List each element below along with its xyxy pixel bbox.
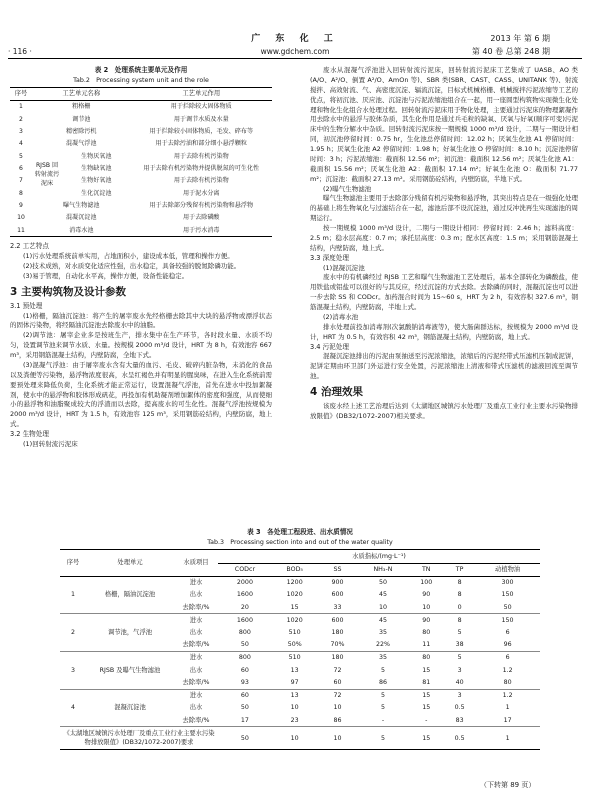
table2-cell-unit: 消毒水池 xyxy=(69,226,94,234)
table3-cell-value: 6 xyxy=(475,652,540,665)
table3-cell-value: 1600 xyxy=(218,614,272,627)
table2-cell-unit: 生物好氧池 xyxy=(81,177,112,185)
paragraph: (3)易于管理，自动化水平高，操作方便，设备性能稳定。 xyxy=(23,272,189,281)
table3-cell-value: 50 xyxy=(240,641,249,649)
table3-cell-item: 去除率/% xyxy=(182,678,210,686)
table3-cell-value: 15 xyxy=(408,727,444,750)
table2-cell-role: 用于去除磷酸 xyxy=(182,214,220,222)
table-row xyxy=(60,652,540,665)
table2-cell-role: 用于去除部分残留有机污染物和悬浮物 xyxy=(149,201,254,209)
table2-cell-no: 3 xyxy=(19,128,23,136)
table3-cell-value: 70% xyxy=(330,641,345,649)
table3-header-no: 序号 xyxy=(60,550,86,576)
table3-cell-unit: 混凝沉淀池 xyxy=(86,689,174,727)
paragraph: (1)回转射流污泥床 xyxy=(23,439,78,448)
table-row xyxy=(10,113,272,125)
left-column xyxy=(10,66,272,450)
table-row xyxy=(60,614,540,627)
table2-cell-role: 用于去除有机污染物 xyxy=(173,177,229,185)
table3-cell-value: 81 xyxy=(422,678,431,686)
table3-cell-value: 45 xyxy=(378,591,387,599)
table3-cell-value: 5 xyxy=(357,727,408,750)
table3-cell-value: 510 xyxy=(272,652,318,665)
paragraph: (1)混凝沉淀池 xyxy=(323,263,365,272)
table3-cell-value: 35 xyxy=(378,629,387,637)
table2-cell-unit: 混凝沉淀池 xyxy=(66,214,97,222)
table2-cell-no: 6 xyxy=(19,165,23,172)
table3-cell-value: 40 xyxy=(455,678,464,686)
table3-cell-value: 180 xyxy=(318,652,358,665)
table3-cell-value: 0 xyxy=(457,603,462,611)
table3-cell-item: 出水 xyxy=(189,591,203,599)
continued-note: （下转第 89 页） xyxy=(480,781,536,789)
table3-title-en: Tab.3 Processing section into and out of the water quality xyxy=(207,538,393,546)
journal-url[interactable]: www.gdchem.com xyxy=(260,47,330,56)
table2-cell-role: 用于拦除较小固体物质，毛发、碎布等 xyxy=(149,128,254,136)
section-3-1: 3.1 预处理 xyxy=(10,301,43,310)
table3-col-header: BOD₅ xyxy=(272,563,318,576)
table3-cell-value: 80 xyxy=(422,629,431,637)
table-row xyxy=(60,689,540,702)
table3-cell-value: 83 xyxy=(455,716,464,724)
table3-cell-value: 50 xyxy=(503,603,512,611)
table-row xyxy=(10,224,272,237)
table3-cell-value: 80 xyxy=(503,678,512,686)
table2-cell-unit: 混凝气浮池 xyxy=(66,140,97,148)
table-row xyxy=(10,100,272,113)
table2 xyxy=(10,87,272,237)
table3-cell-value: 35 xyxy=(357,652,408,665)
section-3-2: 3.2 生物处理 xyxy=(10,430,49,439)
table2-cell-no: 9 xyxy=(19,201,23,209)
table3-cell-value: 10 xyxy=(318,727,358,750)
table3-cell-item: 进水 xyxy=(174,576,218,589)
table3-cell-value: 1020 xyxy=(286,591,303,599)
table3-cell-item: 出水 xyxy=(189,666,203,674)
paragraph: 废水从混凝气浮池进入回转射流污泥床，回转射流污泥床工艺集成了 UASB、AO 类(A/O、A²/O、倒置 A²/O、AmOn 等)、SBR 类(SBR、CAST、CASS、UNITANK 等)、射流搅拌、高效射流、气、高密度沉淀、辐流沉淀，目标式机械格栅、机械搅拌污泥浓缩等工艺的优点，将初沉池、厌应池、沉淀池与污泥浓缩池组合在一起，用一座圆型构筑物实现微生化处理和物化生化组合水处理过程。回转射流污泥床用于物化处理，主要通过污泥床的物理絮凝作用去除水中的悬浮与胶体杂质，其生化作用是通过兵毛粒的缺氧、厌氧与好氧(顺序可变)污泥床中的生物分解水中杂质。回转射流污泥床按一期规模 1000 m³/d 设计，二期与一期设计相同，初沉池停留时间：0.75 hr，生化池总停留时间：12.02 h；厌氧生化池 A1 停留时间：1.95 h；厌氧生化池 A2 停留时间：1.98 h；好氧生化池 O 停留时间：8.10 h；沉淀池停留时间：3 h；污泥浓缩池：截面积 12.56 m²；初沉池：截面积 12.56 m²；厌氧生化池 A1：截面积 15.56 m²；厌氧生化池 A2：截面积 17.14 m²；好氧生化池 O：截面积 71.77 m²；沉淀池：截面积 27.13 m²。采用钢筋砼结构，内壁防腐，半地下式。 xyxy=(310,66,578,183)
table3-col-header: TP xyxy=(444,563,475,576)
paragraph: 曝气生物滤池主要用于去除部分残留有机污染物和悬浮物，其突出特点是在一级强化处理的基础上将生物氧化与过滤结合在一起，滤池后部不设沉淀池，通过反冲洗再生实现滤池的周期运行。 xyxy=(310,194,578,223)
table-row xyxy=(60,576,540,589)
table3-cell-value: 80 xyxy=(408,652,444,665)
table3-cell-value: 1.2 xyxy=(502,666,513,674)
table3-cell-value: 800 xyxy=(238,629,251,637)
section-3-heading: 3 主要构筑物及设计参数 xyxy=(10,285,126,298)
table3-cell-value: 5 xyxy=(357,689,408,702)
table3-cell-value: 5 xyxy=(380,666,385,674)
table3-cell-value: 45 xyxy=(357,614,408,627)
table3-col-header: SS xyxy=(318,563,358,576)
table3-cell-value: 100 xyxy=(408,576,444,589)
table3-cell-value: 5 xyxy=(380,704,385,712)
table3-cell-value: 15 xyxy=(408,689,444,702)
header-rule xyxy=(8,58,582,59)
table3-cell-no: 3 xyxy=(60,652,86,690)
table3-cell-value: 3 xyxy=(444,689,475,702)
table3-cell-value: 97 xyxy=(290,678,299,686)
table-row xyxy=(60,727,540,750)
volume-info: 第 40 卷 总第 248 期 xyxy=(471,47,550,56)
paragraph: (1)污水处理系统前单实用，占地面积小，建设成本低，管理和操作方便。 xyxy=(23,252,234,261)
section-3-3: 3.3 深度处理 xyxy=(310,253,349,262)
table-row xyxy=(10,138,272,150)
table3-cell-item: 出水 xyxy=(189,704,203,712)
table3-cell-value: 17 xyxy=(503,716,512,724)
table-row xyxy=(10,212,272,224)
table3-cell-value: 50 xyxy=(357,576,408,589)
page-number: · 116 · xyxy=(8,47,32,56)
table3 xyxy=(60,549,540,750)
table3-cell-value: 72 xyxy=(318,689,358,702)
section-3-4: 3.4 污泥处理 xyxy=(310,342,349,351)
table3-col-header: CODcr xyxy=(218,563,272,576)
table3-cell-value: 8 xyxy=(457,591,462,599)
table2-title-en: Tab.2 Processing system unit and the role xyxy=(73,76,209,84)
table3-cell-value: 50% xyxy=(287,641,302,649)
table2-header-no: 序号 xyxy=(10,88,32,100)
table2-cell-no: 8 xyxy=(19,189,23,197)
table3-cell-value: 2000 xyxy=(218,576,272,589)
table2-cell-no: 2 xyxy=(19,115,23,123)
table3-cell-value: 15 xyxy=(422,666,431,674)
table3-cell-no: 1 xyxy=(60,576,86,614)
table3-cell-item: 去除率/% xyxy=(182,603,210,611)
paragraph: 排水处理前投加消毒剂(次氯酸钠消毒液等)，使大肠菌群达标，按规模为 2000 m³/d 设计，HRT 为 0.5 h，有效容积 42 m³，钢筋混凝土结构，内壁防腐，地上式。 xyxy=(310,322,578,341)
table2-cell-role: 用于拦除较大固体物质 xyxy=(170,103,232,111)
table3-cell-value: 15 xyxy=(422,704,431,712)
table2-cell-role: 用于污水消毒 xyxy=(182,226,220,234)
table2-header-role: 工艺单元作用 xyxy=(131,88,273,100)
table3-cell-no: 4 xyxy=(60,689,86,727)
paragraph: (2)消毒水池 xyxy=(323,312,359,321)
table3-cell-value: 10 xyxy=(290,704,299,712)
table3-col-header: 动植物油 xyxy=(475,563,540,576)
table3-cell-value: - xyxy=(381,716,385,724)
table3-cell-value: 5 xyxy=(457,629,462,637)
table3-cell-value: 86 xyxy=(333,716,342,724)
table3-cell-item: 出水 xyxy=(189,629,203,637)
table3-cell-value: 60 xyxy=(240,666,249,674)
table3-cell-value: 23 xyxy=(290,716,299,724)
table2-cell-role: 用于泥水分离 xyxy=(182,189,220,197)
paragraph: 废水中的有机磷经过 RJSB 工艺和曝气生物滤池工艺处理后，基本全部转化为磷酸盐，使用铁盐或铝盐可以很好的与其反应，经过沉淀的方式去除。去除磷的同时，混凝沉淀也可以进一步去除 SS 和 CODcr。加药混合时间为 15~60 s，HRT 为 2 h，有效容积 327.6 m³，钢筋混凝土结构，内壁防腐，半地上式。 xyxy=(310,273,578,312)
paragraph: 按一期规模 1000 m³/d 设计，二期与一期设计相同：停留时间：2.46 h；滤料高度：2.5 m；稳水层高度：0.7 m；承托层高度：0.3 m；配水区高度：1.5 m；采用钢筋混凝土结构，内壁防腐，地上式。 xyxy=(310,224,578,252)
table3-cell-value: 3 xyxy=(457,666,462,674)
table2-cell-role: 用于调节水质及水量 xyxy=(173,115,229,123)
table3-cell-value: 8 xyxy=(444,576,475,589)
table2-cell-unit: 调节池 xyxy=(72,115,91,123)
table3-cell-value: 800 xyxy=(218,652,272,665)
page-header xyxy=(0,0,590,58)
table3-cell-unit: 调节池，气浮池 xyxy=(86,614,174,652)
table3-cell-value: 50 xyxy=(240,704,249,712)
table2-cell-no: 7 xyxy=(19,177,23,185)
table3-cell-value: 38 xyxy=(455,641,464,649)
table2-cell-no: 11 xyxy=(17,226,25,234)
table3-cell-value: 1 xyxy=(505,704,510,712)
table3-cell-item: 进水 xyxy=(174,652,218,665)
table3-cell-value: 6 xyxy=(505,629,510,637)
table2-cell-unit: 曝气生物滤池 xyxy=(62,201,100,209)
table3-cell-value: 180 xyxy=(331,629,344,637)
table2-title: 表 2 处理系统主要单元及作用 xyxy=(94,66,188,74)
table-row xyxy=(10,199,272,211)
paragraph: (2)曝气生物滤池 xyxy=(323,184,372,193)
table2-cell-no: 10 xyxy=(17,214,25,222)
table3-cell-value: 600 xyxy=(318,614,358,627)
table3-cell-value: 17 xyxy=(240,716,249,724)
table3-cell-unit: RJSB 及曝气生物滤池 xyxy=(86,652,174,690)
table3-cell-value: 11 xyxy=(422,641,431,649)
paragraph: (1)格栅，隔油沉淀池：将产生的屠宰废水先经格栅去除其中大块的悬浮物或漂浮状态的固体污染物，将经隔油沉淀池去除废水中的油脂。 xyxy=(10,311,272,330)
table3-cell-value: 150 xyxy=(501,591,514,599)
section-2-2: 2.2 工艺特点 xyxy=(10,242,49,251)
table3-cell-value: 600 xyxy=(331,591,344,599)
table3-cell-value: 60 xyxy=(333,678,342,686)
table3-cell-item: 进水 xyxy=(174,614,218,627)
table3-header-item: 水质项目 xyxy=(174,550,218,576)
table3-col-header: TN xyxy=(408,563,444,576)
paragraph: (3)混凝气浮池：由于屠宰废水含有大量的血污、毛皮、破碎内脏杂物，未消化的食品以及粪便等污染物，悬浮物浓度很高，水呈红褐色并有明显的腥臭味，在进入生化系统前需要预处理来降低负荷，生化系统才能正常运行，设置混凝气浮池，首先在进水中投加絮凝剂，使水中的悬浮物和胶体形成矾花，再投加有机助凝剂增加絮体的密度和强度，从而使细小的悬浮物和油脂聚成较大的浮渣而以去除，提高废水的可生化性。混凝气浮池按规模为 2000 m³/d 设计，HRT 为 1.5 h，有效池容 125 m³，采用钢筋砼结构，内壁防腐，地上式。 xyxy=(10,360,272,429)
table3-cell-value: 0.5 xyxy=(444,727,475,750)
table3-col-header: NH₃-N xyxy=(357,563,408,576)
paragraph: 混凝沉淀池排出的污泥由泵抽送至污泥浓缩池，浓缩后的污泥经带式压滤机压制成泥饼，泥饼定期由环卫部门外运进行安全处置，污泥浓缩池上清液和带式压滤机的滤液回流至调节池。 xyxy=(310,352,578,381)
table3-cell-value: 1 xyxy=(475,727,540,750)
table3-cell-value: 60 xyxy=(218,689,272,702)
table2-cell-unit: 粗格栅 xyxy=(72,103,91,111)
table3-cell-value: 22% xyxy=(375,641,390,649)
table3-cell-value: 90 xyxy=(408,614,444,627)
table3-cell-value: 13 xyxy=(290,666,299,674)
table3-cell-value: 10 xyxy=(422,603,431,611)
paragraph: (2)调节池：屠宰企业多是按班生产，排水集中在生产环节，各时段水量、水质不均匀，设置调节池来调节水质、水量。按规模 2000 m³/d 设计，HRT 为 8 h，有效池容 667 m³，采用钢筋混凝土结构，内壁防腐，全地下式。 xyxy=(10,331,272,360)
table3-cell-value: 86 xyxy=(378,678,387,686)
table3-cell-no: 2 xyxy=(60,614,86,652)
table2-cell-no: 1 xyxy=(19,103,23,111)
table3-header-index: 水质指标/(mg·L⁻¹) xyxy=(218,550,540,563)
table2-cell-role: 用于去除污油和部分细小悬浮颗粒 xyxy=(155,140,247,148)
table2-cell-unit: 生物缺氧池 xyxy=(81,165,112,172)
table3-cell-value: 10 xyxy=(272,727,318,750)
table3-cell-value: - xyxy=(425,716,428,724)
table3-cell-unit: 格栅，隔油沉淀池 xyxy=(86,576,174,614)
table3-cell-value: 1600 xyxy=(236,591,253,599)
table3-cell-value: 50 xyxy=(218,727,272,750)
table3-cell-value: 90 xyxy=(422,591,431,599)
table3-cell-value: 10 xyxy=(378,603,387,611)
table2-cell-no: 5 xyxy=(19,152,23,160)
journal-title: 广 东 化 工 xyxy=(251,34,339,44)
table3-cell-value: 15 xyxy=(290,603,299,611)
section-4-heading: 4 治理效果 xyxy=(310,386,363,399)
table3-cell-value: 1.2 xyxy=(475,689,540,702)
table3-cell-value: 20 xyxy=(240,603,249,611)
table2-cell-unit: 生物厌氧池 xyxy=(81,152,112,160)
table3-cell-item: 进水 xyxy=(174,689,218,702)
table3-cell-value: 900 xyxy=(318,576,358,589)
table3-title: 表 3 各处理工程段进、出水质情况 xyxy=(247,528,353,536)
table3-cell-value: 300 xyxy=(475,576,540,589)
table3-cell-item: 去除率/% xyxy=(182,716,210,724)
paragraph: (2)技术成熟，对水质变化适应性强，出水稳定，具备较强的脱氮除磷功能。 xyxy=(23,262,241,271)
table3-cell-value: 150 xyxy=(475,614,540,627)
table3-block xyxy=(60,528,540,750)
table3-cell-value: 0.5 xyxy=(454,704,465,712)
table3-cell-value: 13 xyxy=(272,689,318,702)
paragraph: 该废水经上述工艺治理后达到《太湖地区城镇污水处理厂及重点工业行业主要水污染物排放限值》(DB32/1072-2007)相关要求。 xyxy=(310,401,578,420)
year-issue: 2013 年 第 6 期 xyxy=(490,34,550,43)
table3-cell-value: 5 xyxy=(444,652,475,665)
table-row xyxy=(10,125,272,137)
table2-cell-no: 4 xyxy=(19,140,23,148)
table3-cell-value: 93 xyxy=(240,678,249,686)
table2-cell-role: 用于去除有机污染物并提供脱氮的可生化性 xyxy=(143,165,260,172)
table3-standard-label: 《太湖地区城镇污水处理厂及重点工业行业主要水污染物排放限值》(DB32/1072-2007)要求 xyxy=(60,727,218,750)
table3-header-unit: 处理单元 xyxy=(86,550,174,576)
table2-cell-unit: 精密除污机 xyxy=(66,128,97,136)
table3-cell-value: 8 xyxy=(444,614,475,627)
table3-cell-value: 72 xyxy=(333,666,342,674)
table3-cell-value: 1020 xyxy=(272,614,318,627)
table3-cell-value: 10 xyxy=(333,704,342,712)
table3-cell-value: 33 xyxy=(333,603,342,611)
table3-cell-value: 510 xyxy=(288,629,301,637)
table3-cell-value: 96 xyxy=(503,641,512,649)
table2-cell-unit: 生化沉淀池 xyxy=(81,189,112,197)
table3-cell-item: 去除率/% xyxy=(182,641,210,649)
table2-group-label: RJSB 回转射流污泥床 xyxy=(34,162,60,188)
table3-cell-value: 1200 xyxy=(272,576,318,589)
table2-cell-role: 用于去除有机污染物 xyxy=(173,152,229,160)
right-column xyxy=(310,66,578,422)
table2-header-unit: 工艺单元名称 xyxy=(32,88,131,100)
table-row xyxy=(10,150,272,162)
